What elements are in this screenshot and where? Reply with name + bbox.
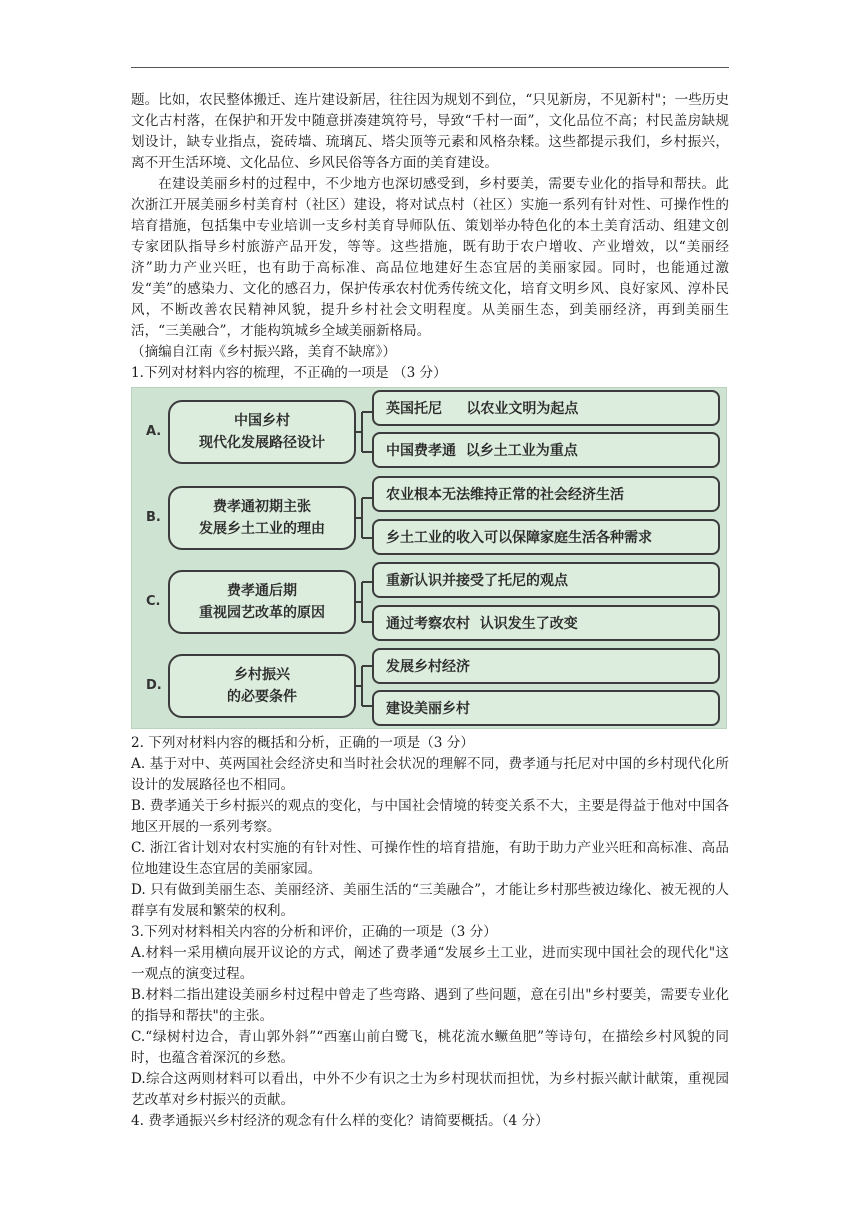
diagram-row-c-topic-line-2: 重视园艺改革的原因 — [199, 605, 325, 621]
question-2-option-c: C. 浙江省计划对农村实施的有针对性、可操作性的培育措施，有助于助力产业兴旺和高标准、高品位地建设生态宜居的美丽家园。 — [131, 840, 729, 877]
diagram-row-d-topic — [168, 654, 356, 718]
passage-source: （摘编自江南《乡村振兴路，美育不缺席》） — [131, 344, 397, 360]
question-2-option-b: B. 费孝通关于乡村振兴的观点的变化，与中国社会情境的转变关系不大，主要是得益于他对中国各地区开展的一系列考察。 — [131, 798, 729, 835]
diagram-row-b-item-1: 农业根本无法维持正常的社会经济生活 — [372, 476, 720, 512]
diagram-row-d-letter: D. — [146, 678, 162, 693]
diagram-row-d-item-1: 发展乡村经济 — [372, 648, 720, 684]
diagram-row-a-item-2: 中国费孝通 以乡土工业为重点 — [372, 432, 720, 468]
diagram-row-b-bracket — [356, 486, 372, 550]
diagram-row-a-bracket — [356, 400, 372, 464]
diagram-row-c-bracket — [356, 570, 372, 634]
question-2-option-d: D. 只有做到美丽生态、美丽经济、美丽生活的“三美融合”，才能让乡村那些被边缘化、被无视的人群享有发展和繁荣的权利。 — [131, 882, 729, 919]
diagram-row-c-item-2: 通过考察农村 认识发生了改变 — [372, 605, 720, 641]
passage-paragraph-1: 题。比如，农民整体搬迁、连片建设新居，往往因为规划不到位，“只见新房，不见新村"；一些历史文化古村落，在保护和开发中随意拼凑建筑符号，导致“千村一面”，文化品位不高；村民盖房缺规划设计，缺专业指点，瓷砖墙、琉璃瓦、塔尖顶等元素和风格杂糅。这些都提示我们，乡村振兴，离不开生活环境、文化品位、乡风民俗等各方面的美育建设。 — [131, 92, 729, 171]
question-3-option-d: D.综合这两则材料可以看出，中外不少有识之士为乡村现状而担忧，为乡村振兴献计献策，重视园艺改革对乡村振兴的贡献。 — [131, 1071, 729, 1108]
question-3-option-c: C.“绿树村边合，青山郭外斜”“西塞山前白鹭飞，桃花流水鳜鱼肥”等诗句，在描绘乡村风貌的同时，也蕴含着深沉的乡愁。 — [131, 1029, 729, 1066]
diagram-row-a-topic — [168, 400, 356, 464]
question-3-option-a: A.材料一采用横向展开议论的方式，阐述了费孝通“发展乡土工业，进而实现中国社会的现代化"这一观点的演变过程。 — [131, 945, 729, 982]
diagram-row-c-item-1: 重新认识并接受了托尼的观点 — [372, 562, 720, 598]
question-2-option-a: A. 基于对中、英两国社会经济史和当时社会状况的理解不同，费孝通与托尼对中国的乡村现代化所设计的发展路径也不相同。 — [131, 756, 729, 793]
question-1-stem: 1.下列对材料内容的梳理，不正确的一项是 （3 分） — [131, 365, 447, 381]
diagram-row-d-item-2: 建设美丽乡村 — [372, 690, 720, 726]
diagram-row-c-letter: C. — [146, 594, 161, 609]
diagram-row-b-topic-line-1: 费孝通初期主张 — [213, 499, 311, 515]
question-3-option-b: B.材料二指出建设美丽乡村过程中曾走了些弯路、遇到了些问题，意在引出"乡村要美，需要专业化的指导和帮扶"的主张。 — [131, 987, 729, 1024]
question-3-stem: 3.下列对材料相关内容的分析和评价，正确的一项是（3 分） — [131, 924, 497, 940]
diagram-row-a-topic-line-1: 中国乡村 — [234, 413, 290, 429]
diagram-row-d-bracket — [356, 654, 372, 718]
diagram-row-a-letter: A. — [146, 424, 162, 439]
header-rule — [131, 67, 729, 68]
question-2-stem: 2. 下列对材料内容的概括和分析，正确的一项是（3 分） — [131, 735, 474, 751]
diagram-row-a-item-1: 英国托尼 以农业文明为起点 — [372, 390, 720, 426]
passage-paragraph-2: 在建设美丽乡村的过程中，不少地方也深切感受到，乡村要美，需要专业化的指导和帮扶。此次浙江开展美丽乡村美育村（社区）建设，将对试点村（社区）实施一系列有针对性、可操作性的培育措施，包括集中专业培训一支乡村美育导师队伍、策划举办特色化的本土美育活动、组建文创专家团队指导乡村旅游产品开发，等等。这些措施，既有助于农户增收、产业增效，以“美丽经济”助力产业兴旺，也有助于高标准、高品位地建好生态宜居的美丽家园。同时，也能通过激发“美”的感染力、文化的感召力，保护传承农村优秀传统文化，培育文明乡风、良好家风、淳朴民风，不断改善农民精神风貌，提升乡村社会文明程度。从美丽生态，到美丽经济，再到美丽生活，“三美融合”，才能构筑城乡全域美丽新格局。 — [131, 176, 729, 339]
page-content — [131, 90, 729, 1132]
diagram-row-c-topic-line-1: 费孝通后期 — [227, 583, 297, 599]
diagram-row-d-topic-line-2: 的必要条件 — [227, 689, 297, 705]
diagram-row-b-letter: B. — [146, 510, 161, 525]
diagram-row-c-topic — [168, 570, 356, 634]
diagram-row-d-topic-line-1: 乡村振兴 — [234, 667, 290, 683]
question-1-diagram — [131, 387, 727, 729]
diagram-row-b-topic — [168, 486, 356, 550]
diagram-row-a-topic-line-2: 现代化发展路径设计 — [199, 435, 325, 451]
question-4-stem: 4. 费孝通振兴乡村经济的观念有什么样的变化？请简要概括。（4 分） — [131, 1113, 549, 1129]
diagram-row-b-item-2: 乡土工业的收入可以保障家庭生活各种需求 — [372, 519, 720, 555]
diagram-row-b-topic-line-2: 发展乡土工业的理由 — [199, 521, 325, 537]
